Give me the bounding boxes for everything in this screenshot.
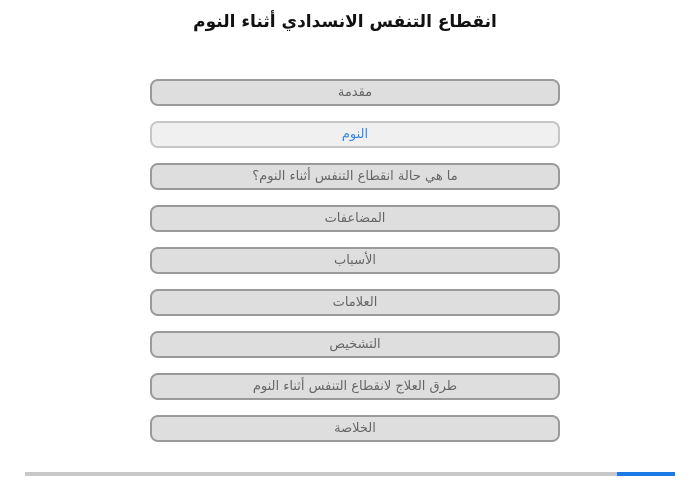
- progress-bar-fill: [617, 472, 676, 476]
- menu-item-signs[interactable]: العلامات: [150, 289, 560, 316]
- menu-item-treatment[interactable]: طرق العلاج لانقطاع التنفس أثناء النوم: [150, 373, 560, 400]
- chapter-menu: [150, 79, 560, 457]
- menu-item-what-is-sleep-apnea[interactable]: ما هي حالة انقطاع التنفس أثناء النوم؟: [150, 163, 560, 190]
- menu-item-complications[interactable]: المضاعفات: [150, 205, 560, 232]
- menu-item-sleep[interactable]: النوم: [150, 121, 560, 148]
- page-title: انقطاع التنفس الانسدادي أثناء النوم: [193, 12, 497, 32]
- progress-bar: [25, 472, 675, 476]
- menu-item-introduction[interactable]: مقدمة: [150, 79, 560, 106]
- menu-item-conclusion[interactable]: الخلاصة: [150, 415, 560, 442]
- menu-item-diagnosis[interactable]: التشخيص: [150, 331, 560, 358]
- menu-item-causes[interactable]: الأسباب: [150, 247, 560, 274]
